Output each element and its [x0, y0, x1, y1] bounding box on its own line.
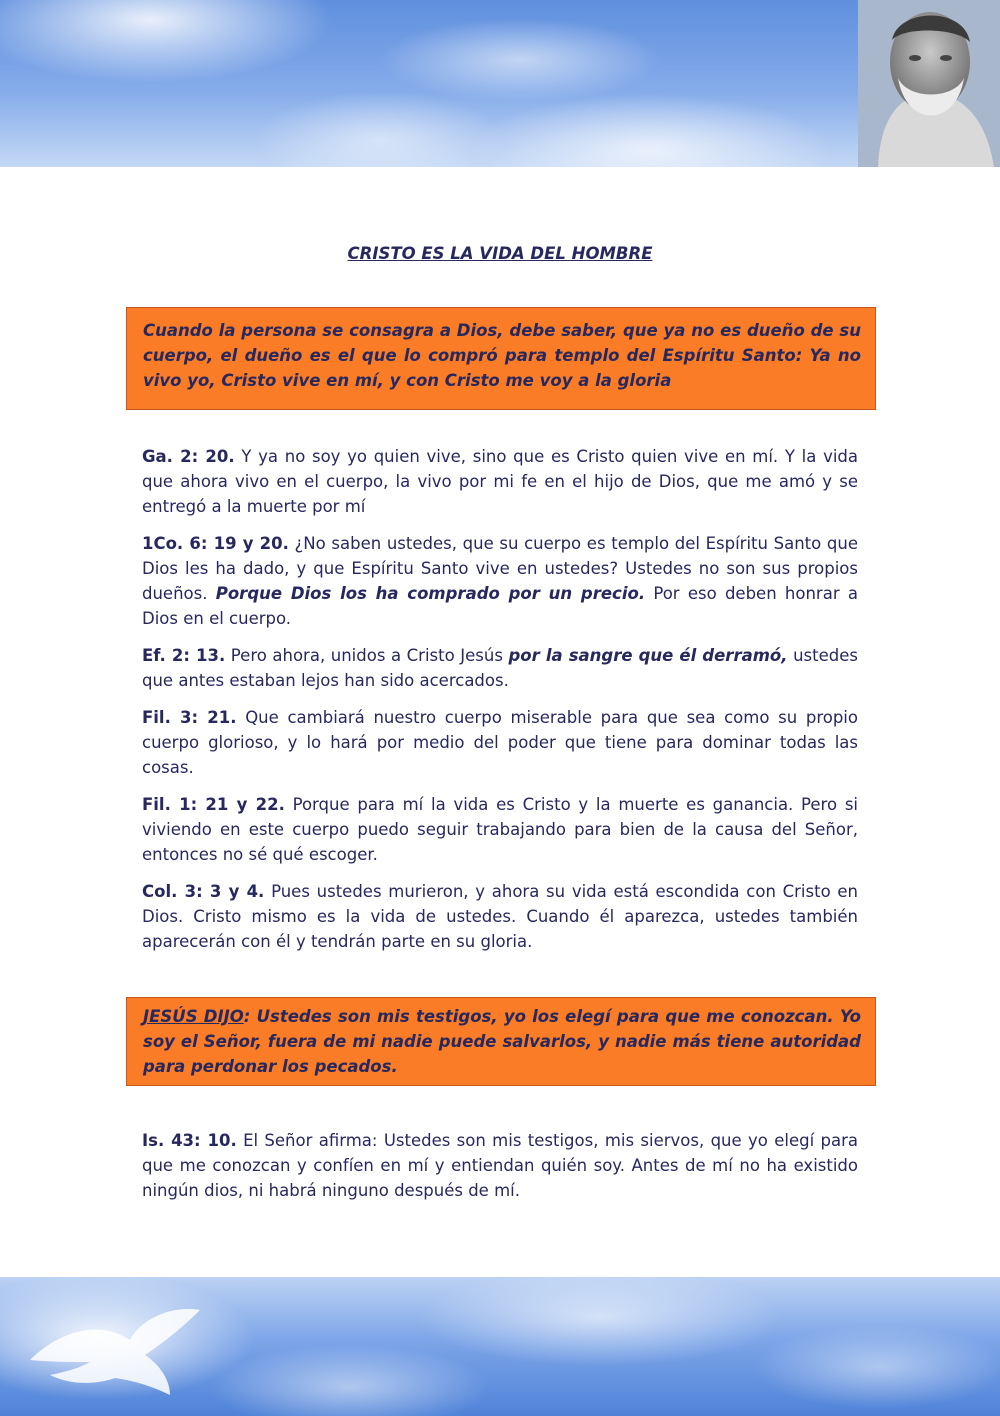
- verse-text-after: Por eso deben honrar a Dios en el cuerpo.: [142, 584, 858, 628]
- jesus-callout-lead: JESÚS DIJO: [143, 1007, 244, 1026]
- verse-ref: Fil. 3: 21.: [142, 708, 237, 727]
- verse-filipenses-1-21: [142, 792, 858, 867]
- verse-emphasis: por la sangre que él derramó,: [508, 646, 788, 665]
- verse-text: ¿No saben ustedes, que su cuerpo es templo del Espíritu Santo que Dios les ha dado, y que Espíritu Santo vive en ustedes? Ustedes no son sus propios dueños.: [142, 534, 858, 603]
- verse-1corintios-6-19: [142, 531, 858, 631]
- page-title: CRISTO ES LA VIDA DEL HOMBRE: [347, 244, 653, 263]
- intro-callout-text: Cuando la persona se consagra a Dios, debe saber, que ya no es dueño de su cuerpo, el dueño es el que lo compró para templo del Espíritu Santo: Ya no vivo yo, Cristo vive en mí, y con Cristo me voy a la gloria: [143, 321, 861, 390]
- verse-colosenses-3-3: [142, 879, 858, 954]
- verse-text: El Señor afirma: Ustedes son mis testigos, mis siervos, que yo elegí para que me conozcan y confíen en mí y entiendan quién soy. Antes de mí no ha existido ningún dios, ni habrá ninguno después de mí.: [142, 1131, 858, 1200]
- verse-ref: Is. 43: 10.: [142, 1131, 237, 1150]
- verse-ref: Col. 3: 3 y 4.: [142, 882, 265, 901]
- verse-text-after: ustedes que antes estaban lejos han sido acercados.: [142, 646, 858, 690]
- intro-callout-box: [126, 307, 876, 410]
- verse-efesios-2-13: [142, 643, 858, 693]
- verse-filipenses-3-21: [142, 705, 858, 780]
- verse-text: Pues ustedes murieron, y ahora su vida está escondida con Cristo en Dios. Cristo mismo es la vida de ustedes. Cuando él aparezca, ustedes también aparecerán con él y tendrán parte en su gloria.: [142, 882, 859, 951]
- verse-ref: Ef. 2: 13.: [142, 646, 226, 665]
- dove-icon: [20, 1300, 210, 1410]
- verse-text: Pero ahora, unidos a Cristo Jesús: [225, 646, 509, 665]
- verse-galatas-2-20: [142, 444, 858, 519]
- verse-ref: Fil. 1: 21 y 22.: [142, 795, 285, 814]
- verse-text: Porque para mí la vida es Cristo y la muerte es ganancia. Pero si viviendo en este cuerpo puedo seguir trabajando para bien de la causa del Señor, entonces no sé qué escoger.: [142, 795, 858, 864]
- verse-ref: 1Co. 6: 19 y 20.: [142, 534, 289, 553]
- header-sky-banner: [0, 0, 1000, 167]
- verse-text: Y ya no soy yo quien vive, sino que es Cristo quien vive en mí. Y la vida que ahora vivo en el cuerpo, la vivo por mi fe en el hijo de Dios, que me amó y se entregó a la muerte por mí: [142, 447, 858, 516]
- jesus-callout-text: : Ustedes son mis testigos, yo los elegí para que me conozcan. Yo soy el Señor, fuera de mi nadie puede salvarlos, y nadie más tiene autoridad para perdonar los pecados.: [143, 1007, 861, 1076]
- verse-ref: Ga. 2: 20.: [142, 447, 235, 466]
- portrait-image: [858, 0, 1000, 167]
- verse-emphasis: Porque Dios los ha comprado por un precio.: [215, 584, 646, 603]
- verse-text: Que cambiará nuestro cuerpo miserable para que sea como su propio cuerpo glorioso, y lo hará por medio del poder que tiene para dominar todas las cosas.: [142, 708, 858, 777]
- verse-isaias-43-10: [142, 1128, 858, 1203]
- jesus-callout-box: [126, 997, 876, 1086]
